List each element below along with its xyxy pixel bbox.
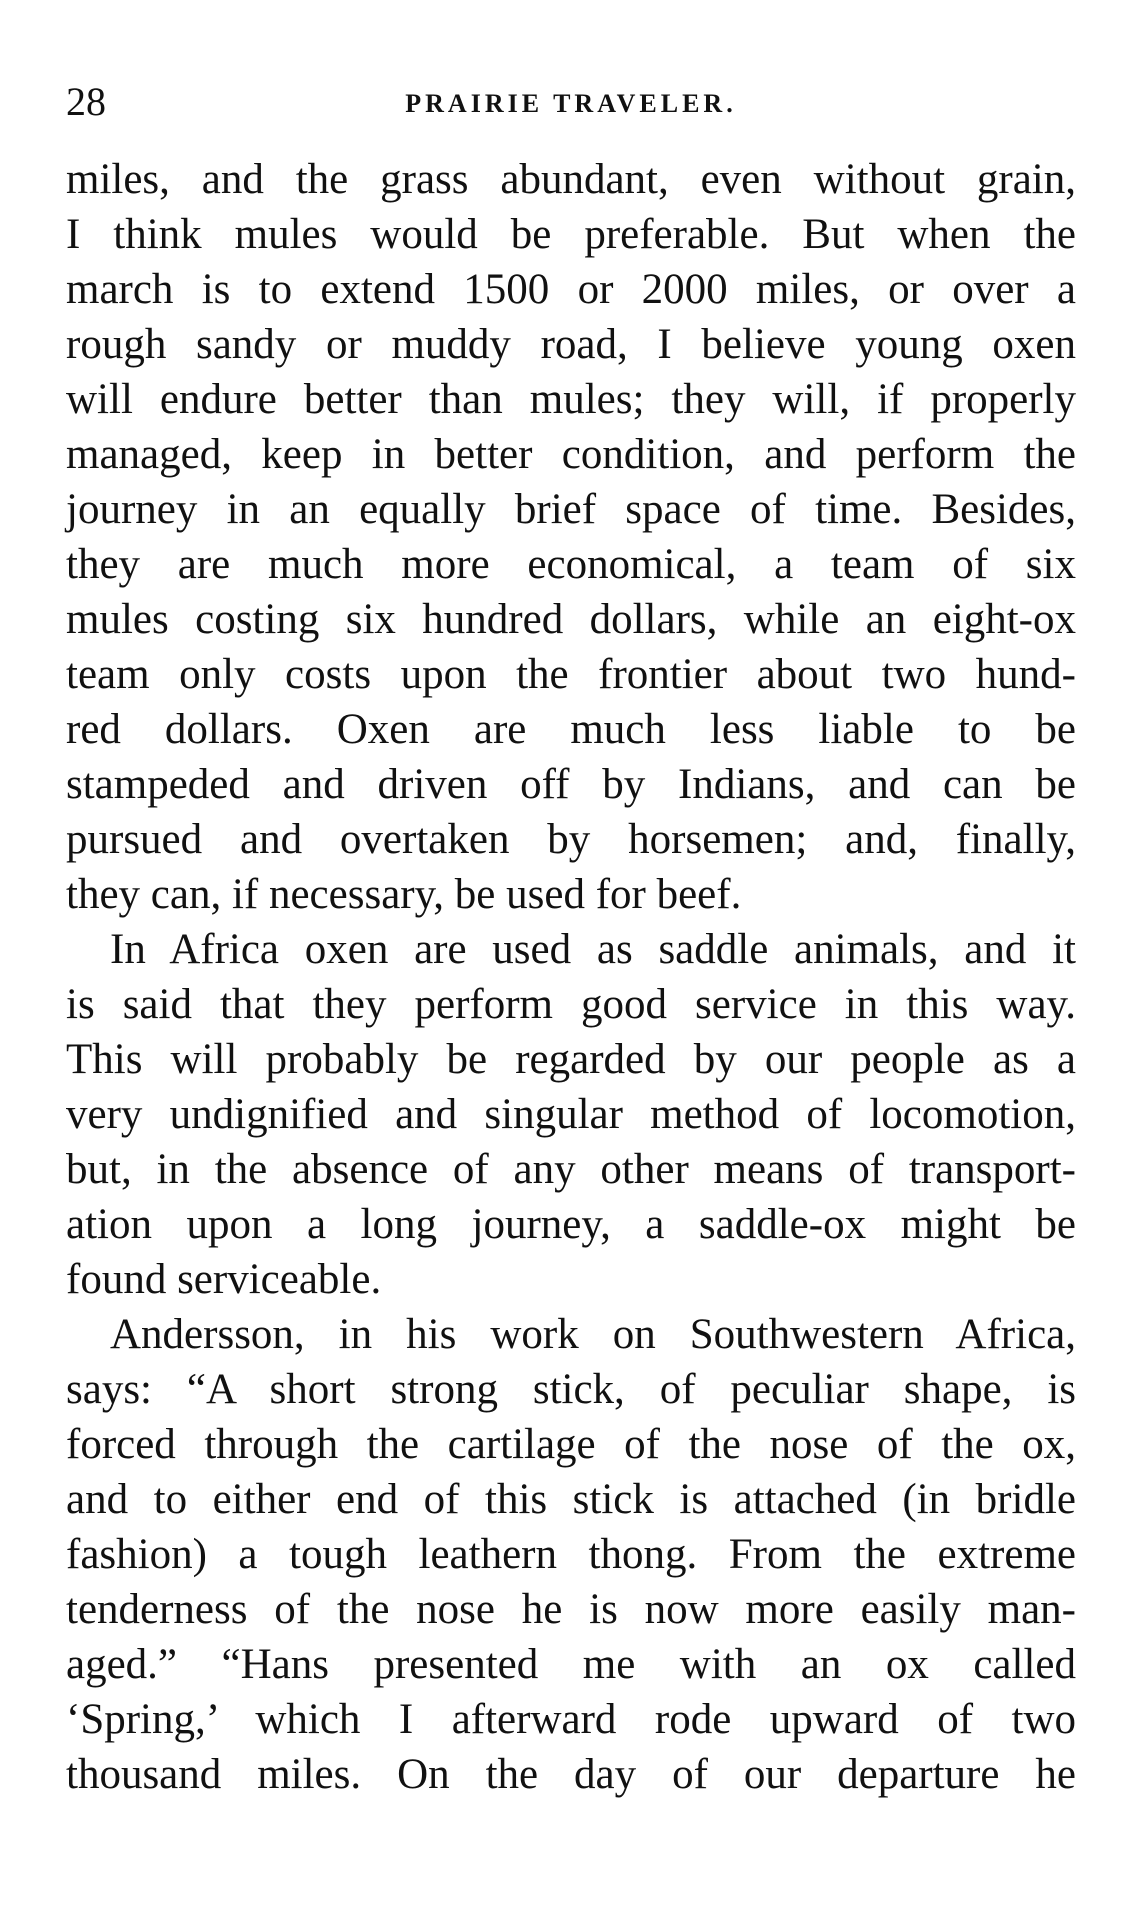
paragraph-start-line: In Africa oxen are used as saddle animals, and it xyxy=(110,926,1076,973)
text-line: will endure better than mules; they will, if properly xyxy=(66,376,1076,423)
text-line: journey in an equally brief space of time. Besides, xyxy=(66,486,1076,533)
text-line: they are much more economical, a team of six xyxy=(66,541,1076,588)
paragraph-start-line: Andersson, in his work on Southwestern Africa, xyxy=(110,1311,1076,1358)
text-line: aged.” “Hans presented me with an ox called xyxy=(66,1641,1076,1688)
text-line: I think mules would be preferable. But when the xyxy=(66,211,1076,258)
text-line: ‘Spring,’ which I afterward rode upward of two xyxy=(66,1696,1076,1743)
text-line: ation upon a long journey, a saddle-ox might be xyxy=(66,1201,1076,1248)
text-line: march is to extend 1500 or 2000 miles, or over a xyxy=(66,266,1076,313)
text-line: stampeded and driven off by Indians, and can be xyxy=(66,761,1076,808)
text-line: but, in the absence of any other means of transport- xyxy=(66,1146,1076,1193)
text-line: tenderness of the nose he is now more easily man- xyxy=(66,1586,1076,1633)
text-line: red dollars. Oxen are much less liable to be xyxy=(66,706,1076,753)
running-head: PRAIRIE TRAVELER. xyxy=(405,89,737,118)
text-line: says: “A short strong stick, of peculiar shape, is xyxy=(66,1366,1076,1413)
text-line: and to either end of this stick is attached (in bridle xyxy=(66,1476,1076,1523)
paragraph-end-line: found serviceable. xyxy=(66,1256,382,1303)
text-line: thousand miles. On the day of our departure he xyxy=(66,1751,1076,1798)
text-line: team only costs upon the frontier about two hund- xyxy=(66,651,1076,698)
page-number: 28 xyxy=(66,79,106,124)
text-line: mules costing six hundred dollars, while an eight-ox xyxy=(66,596,1076,643)
text-line: very undignified and singular method of locomotion, xyxy=(66,1091,1076,1138)
paragraph-end-line: they can, if necessary, be used for beef. xyxy=(66,871,742,918)
text-line: miles, and the grass abundant, even without grain, xyxy=(66,156,1076,203)
page-header xyxy=(66,70,1076,130)
text-line: rough sandy or muddy road, I believe young oxen xyxy=(66,321,1076,368)
text-line: is said that they perform good service in this way. xyxy=(66,981,1076,1028)
text-line: pursued and overtaken by horsemen; and, finally, xyxy=(66,816,1076,863)
text-line: fashion) a tough leathern thong. From the extreme xyxy=(66,1531,1076,1578)
text-line: managed, keep in better condition, and perform the xyxy=(66,431,1076,478)
body-text xyxy=(66,152,1076,1802)
text-line: This will probably be regarded by our people as a xyxy=(66,1036,1076,1083)
text-line: forced through the cartilage of the nose of the ox, xyxy=(66,1421,1076,1468)
